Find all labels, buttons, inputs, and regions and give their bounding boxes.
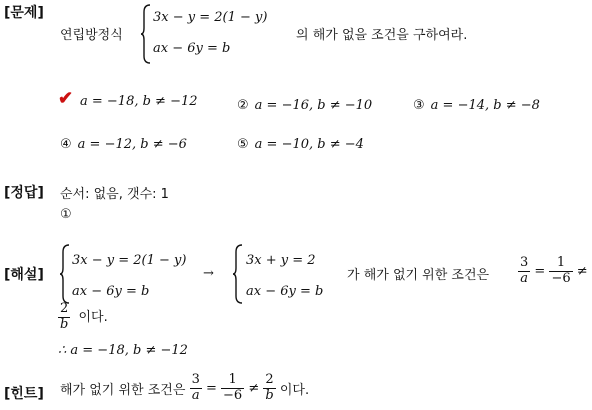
denominator: b (265, 387, 274, 403)
solution-therefore: ∴ a = −18, b ≠ −12 (58, 343, 188, 358)
option-number: ② (237, 98, 249, 113)
fraction-2-over-b (58, 302, 70, 333)
numerator: 1 (556, 255, 566, 270)
problem-eq1: 3x − y = 2(1 − y) (153, 10, 268, 25)
problem-intro: 연립방정식 (60, 28, 123, 43)
solution-right-eq1: 3x + y = 2 (246, 253, 316, 268)
fraction-1-over-minus6 (221, 373, 244, 404)
solution-brace-right (232, 244, 244, 304)
check-icon: ✔ (58, 88, 74, 109)
denominator: −6 (551, 270, 571, 286)
solution-continuation (58, 302, 108, 333)
problem-question: 의 해가 없을 조건을 구하여라. (296, 28, 468, 43)
numerator: 1 (228, 372, 237, 387)
option-text: a = −14, b ≠ −8 (430, 98, 540, 113)
hint-label: [힌트] (4, 386, 44, 402)
option-number: ③ (413, 98, 425, 113)
option-text: a = −10, b ≠ −4 (254, 137, 364, 152)
answer-line: 순서: 없음, 갯수: 1 (60, 187, 169, 202)
hint-content (60, 373, 309, 404)
solution-brace-left (59, 244, 71, 304)
fraction-3-over-a (190, 373, 202, 404)
system-brace (140, 4, 152, 64)
fraction-1-over-minus6 (549, 256, 572, 287)
solution-condition-text: 가 해가 없기 위한 조건은 (347, 268, 490, 283)
option-text: a = −16, b ≠ −10 (254, 98, 373, 113)
answer-value: ① (60, 207, 72, 222)
solution-left-eq2: ax − 6y = b (72, 284, 150, 299)
fraction-2-over-b (263, 373, 275, 404)
numerator: 2 (265, 372, 274, 387)
option-number: ④ (60, 137, 72, 152)
not-equal-sign: ≠ (576, 263, 588, 279)
solution-label: [해설] (4, 267, 44, 283)
equals-sign: = (534, 263, 546, 279)
option-3[interactable] (413, 98, 540, 113)
option-number: ⑤ (237, 137, 249, 152)
option-5[interactable] (237, 137, 364, 152)
hint-text: 해가 없기 위한 조건은 (60, 382, 186, 398)
numerator: 2 (60, 301, 69, 316)
denominator: a (520, 270, 529, 286)
option-text: a = −12, b ≠ −6 (77, 137, 187, 152)
numerator: 3 (520, 255, 529, 270)
option-1[interactable] (58, 88, 198, 109)
solution-right-eq2: ax − 6y = b (246, 284, 324, 299)
numerator: 3 (191, 372, 200, 387)
arrow-icon: → (203, 266, 214, 281)
problem-eq2: ax − 6y = b (153, 41, 231, 56)
fraction-3-over-a (518, 256, 530, 287)
not-equal-sign: ≠ (248, 380, 260, 396)
solution-left-eq1: 3x − y = 2(1 − y) (72, 253, 187, 268)
hint-end-text: 이다. (279, 382, 310, 398)
solution-condition-math (518, 256, 588, 287)
denominator: b (60, 316, 69, 332)
problem-label: [문제] (4, 5, 44, 21)
option-4[interactable] (60, 137, 187, 152)
option-2[interactable] (237, 98, 372, 113)
denominator: a (191, 387, 200, 403)
answer-label: [정답] (4, 185, 44, 201)
equals-sign: = (205, 380, 217, 396)
solution-end-text: 이다. (78, 309, 108, 325)
denominator: −6 (223, 387, 243, 403)
option-text: a = −18, b ≠ −12 (80, 94, 198, 109)
